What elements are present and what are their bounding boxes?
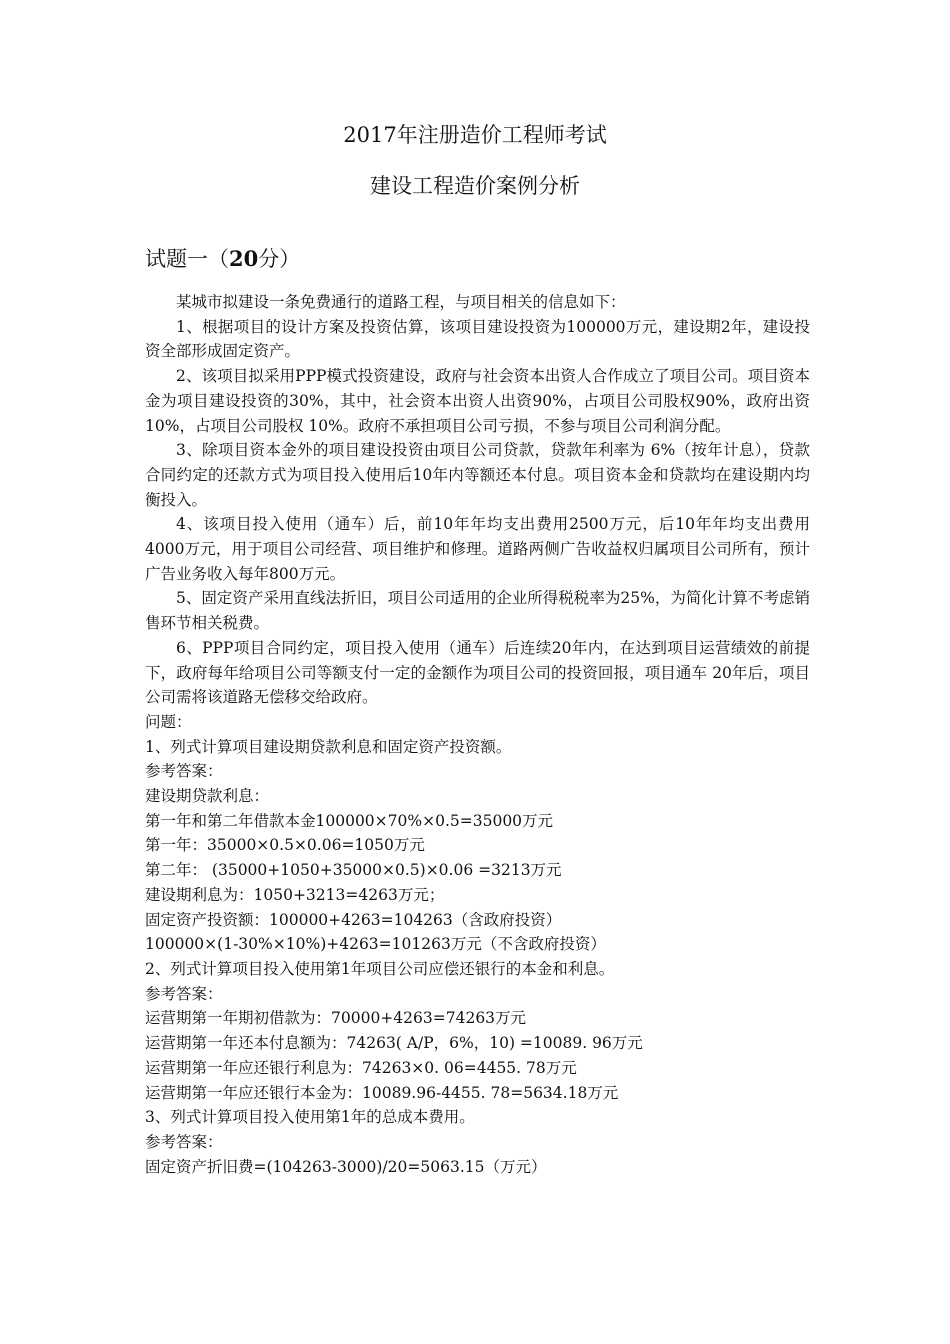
- answer-1-line: 100000×(1-30%×10%)+4263=101263万元（不含政府投资）: [145, 935, 606, 954]
- answer-2-line: 运营期第一年期初借款为：70000+4263=74263万元: [145, 1009, 527, 1028]
- answer-3-line: 固定资产折旧费=(104263-3000)/20=5063.15（万元）: [145, 1157, 547, 1176]
- question-2: 2、列式计算项目投入使用第1年项目公司应偿还银行的本金和利息。: [145, 959, 615, 978]
- info-item-2: 2、该项目拟采用PPP模式投资建设，政府与社会资本出资人合作成立了项目公司。项目资本金为项目建设投资的30%，其中，社会资本出资人出资90%，占项目公司股权90%，政府出资 10%，占项目公司股权 10%。政府不承担项目公司亏损，不参与项目公司利润分配。: [145, 367, 810, 435]
- answer-1-line: 第二年： (35000+1050+35000×0.5)×0.06 =3213万元: [145, 861, 562, 880]
- section-score: 20: [229, 246, 259, 271]
- info-item-6: 6、PPP项目合同约定，项目投入使用（通车）后连续20年内，在达到项目运营绩效的前提下，政府每年给项目公司等额支付一定的金额作为项目公司的投资回报，项目通车 20年后，项目公司需将该道路无偿移交给政府。: [145, 638, 810, 707]
- question-3: 3、列式计算项目投入使用第1年的总成本费用。: [145, 1108, 475, 1127]
- info-item-5: 5、固定资产采用直线法折旧，项目公司适用的企业所得税税率为25%，为简化计算不考虑销售环节相关税费。: [145, 589, 810, 633]
- answer-label-3: 参考答案：: [145, 1132, 223, 1151]
- intro-paragraph: 某城市拟建设一条免费通行的道路工程，与项目相关的信息如下：: [176, 293, 626, 311]
- section-heading-prefix: 试题一（: [145, 247, 229, 271]
- info-item-3: 3、除项目资本金外的项目建设投资由项目公司贷款，贷款年利率为 6%（按年计息），贷款合同约定的还款方式为项目投入使用后10年内等额还本付息。项目资本金和贷款均在建设期内均衡投入。: [145, 441, 810, 509]
- section-heading-suffix: 分）: [258, 247, 301, 271]
- info-item-4: 4、该项目投入使用（通车）后，前10年年均支出费用2500万元，后10年年均支出费用4000万元，用于项目公司经营、项目维护和修理。道路两侧广告收益权归属项目公司所有，预计广告业务收入每年800万元。: [145, 515, 810, 583]
- question-1: 1、列式计算项目建设期贷款利息和固定资产投资额。: [145, 737, 512, 756]
- questions-label: 问题：: [145, 712, 192, 731]
- document-title: 2017年注册造价工程师考试: [343, 123, 607, 147]
- answer-2-line: 运营期第一年应还银行利息为：74263×0. 06=4455. 78万元: [145, 1058, 577, 1077]
- document-subtitle: 建设工程造价案例分析: [370, 174, 580, 198]
- answer-1-line: 建设期贷款利息：: [145, 787, 270, 806]
- section-heading: [145, 245, 300, 273]
- answer-2-line: 运营期第一年还本付息额为：74263( A/P，6%，10) =10089. 96万元: [145, 1034, 643, 1053]
- info-item-1: 1、根据项目的设计方案及投资估算，该项目建设投资为100000万元，建设期2年，建设投资全部形成固定资产。: [145, 317, 810, 361]
- answer-1-line: 固定资产投资额：100000+4263=104263（含政府投资）: [145, 910, 562, 929]
- answer-label-2: 参考答案：: [145, 984, 223, 1003]
- document-body: [145, 290, 810, 1179]
- answer-1-line: 建设期利息为：1050+3213=4263万元；: [145, 885, 445, 904]
- answer-1-line: 第一年和第二年借款本金100000×70%×0.5=35000万元: [145, 811, 554, 830]
- answer-2-line: 运营期第一年应还银行本金为：10089.96-4455. 78=5634.18万元: [145, 1083, 619, 1102]
- answer-label-1: 参考答案：: [145, 762, 223, 781]
- answer-1-line: 第一年：35000×0.5×0.06=1050万元: [145, 836, 425, 855]
